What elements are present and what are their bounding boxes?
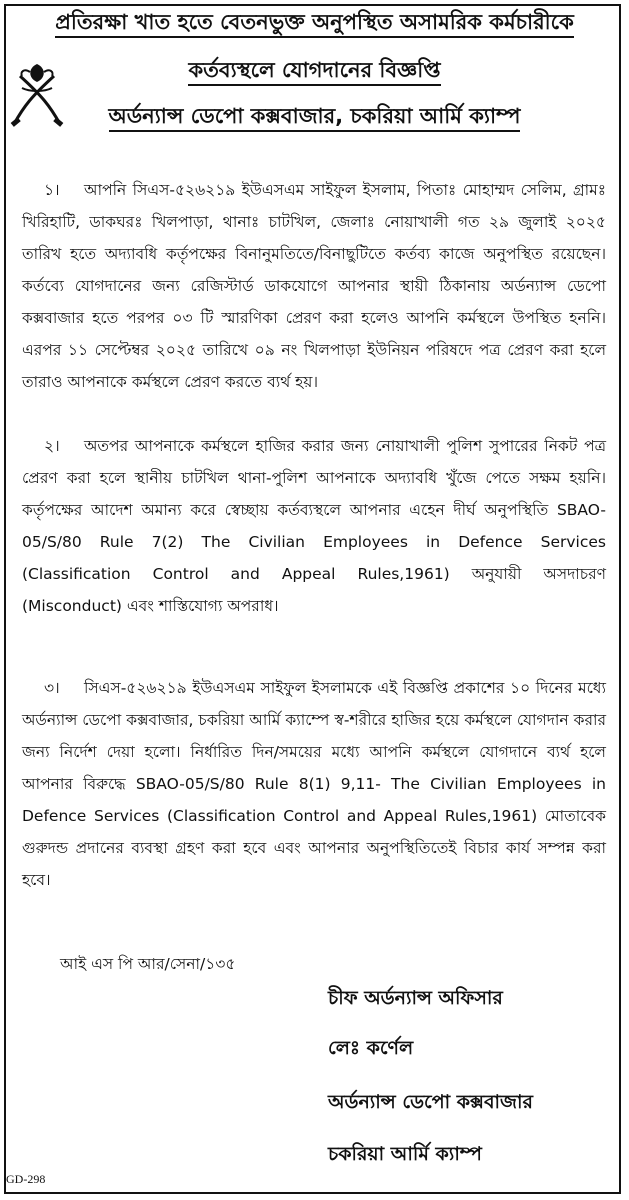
signatory-location: চকরিয়া আর্মি ক্যাম্প bbox=[328, 1143, 482, 1165]
paragraph-number: ২। bbox=[44, 437, 60, 455]
paragraph-text: আপনি সিএস-৫২৬২১৯ ইউএসএম সাইফুল ইসলাম, পিতাঃ মোহাম্মদ সেলিম, গ্রামঃ খিরিহাটি, ডাকঘরঃ খিলপাড়া, থানাঃ চাটখিল, জেলাঃ নোয়াখালী গত ২৯ জুলাই ২০২৫ তারিখ হতে অদ্যাবধি কর্তৃপক্ষের বিনানুমতিতে/বিনাছুটিতে কর্তব্য কাজে অনুপস্থিত রয়েছেন। কর্তব্যে যোগদানের জন্য রেজিস্টার্ড ডাকযোগে আপনার স্থায়ী ঠিকানায় অর্ডন্যান্স ডেপো কক্সবাজার হতে পরপর ০৩ টি স্মারণিকা প্রেরণ করা হলেও আপনি কর্মস্থলে উপস্থিত হননি। এরপর ১১ সেপ্টেম্বর ২০২৫ তারিখে ০৯ নং খিলপাড়া ইউনিয়ন পরিষদে পত্র প্রেরণ করা হলে তারাও আপনাকে কর্মস্থলে প্রেরণ করতে ব্যর্থ হয়। bbox=[22, 181, 606, 391]
signatory-unit: অর্ডন্যান্স ডেপো কক্সবাজার bbox=[328, 1091, 534, 1113]
notice-unit-heading: অর্ডন্যান্স ডেপো কক্সবাজার, চকরিয়া আর্মি ক্যাম্প bbox=[0, 104, 629, 132]
paragraph-3 bbox=[22, 672, 606, 896]
paragraph-number: ৩। bbox=[44, 679, 60, 697]
gd-code: GD-298 bbox=[6, 1172, 46, 1186]
paragraph-text: অতপর আপনাকে কর্মস্থলে হাজির করার জন্য নোয়াখালী পুলিশ সুপারের নিকট পত্র প্রেরণ করা হলে স্থানীয় চাটখিল থানা-পুলিশ আপনাকে অদ্যাবধি খুঁজে পেতে সক্ষম হয়নি। কর্তৃপক্ষের আদেশ অমান্য করে স্বেচ্ছায় কর্তব্যস্থলে আপনার এহেন দীর্ঘ অনুপস্থিতি SBAO-05/S/80 Rule 7(2) The Civilian Employees in Defence Services (Classification Control and Appeal Rules,1961) অনুযায়ী অসদাচরণ (Misconduct) এবং শাস্তিযোগ্য অপরাধ। bbox=[22, 437, 606, 615]
reference-number: আই এস পি আর/সেনা/১৩৫ bbox=[60, 955, 236, 973]
paragraph-1 bbox=[22, 174, 606, 398]
notice-title: প্রতিরক্ষা খাত হতে বেতনভুক্ত অনুপস্থিত অসামরিক কর্মচারীকে bbox=[0, 10, 629, 38]
paragraph-text: সিএস-৫২৬২১৯ ইউএসএম সাইফুল ইসলামকে এই বিজ্ঞপ্তি প্রকাশের ১০ দিনের মধ্যে অর্ডন্যান্স ডেপো কক্সবাজার, চকরিয়া আর্মি ক্যাম্পে স্ব-শরীরে হাজির হয়ে কর্মস্থলে যোগদান করার জন্য নির্দেশ দেয়া হলো। নির্ধারিত দিন/সময়ের মধ্যে আপনি কর্মস্থলে যোগদানে ব্যর্থ হলে আপনার বিরুদ্ধে SBAO-05/S/80 Rule 8(1) 9,11- The Civilian Employees in Defence Services (Classification Control and Appeal Rules,1961) মোতাবেক গুরুদন্ড প্রদানের ব্যবস্থা গ্রহণ করা হবে এবং আপনার অনুপস্থিতিতেই বিচার কার্য সম্পন্ন করা হবে। bbox=[22, 679, 606, 889]
paragraph-2 bbox=[22, 430, 606, 622]
notice-subtitle: কর্তব্যস্থলে যোগদানের বিজ্ঞপ্তি bbox=[0, 58, 629, 86]
signatory-rank: লেঃ কর্ণেল bbox=[328, 1037, 414, 1059]
paragraph-number: ১। bbox=[44, 181, 60, 199]
signatory-title: চীফ অর্ডন্যান্স অফিসার bbox=[328, 987, 503, 1009]
